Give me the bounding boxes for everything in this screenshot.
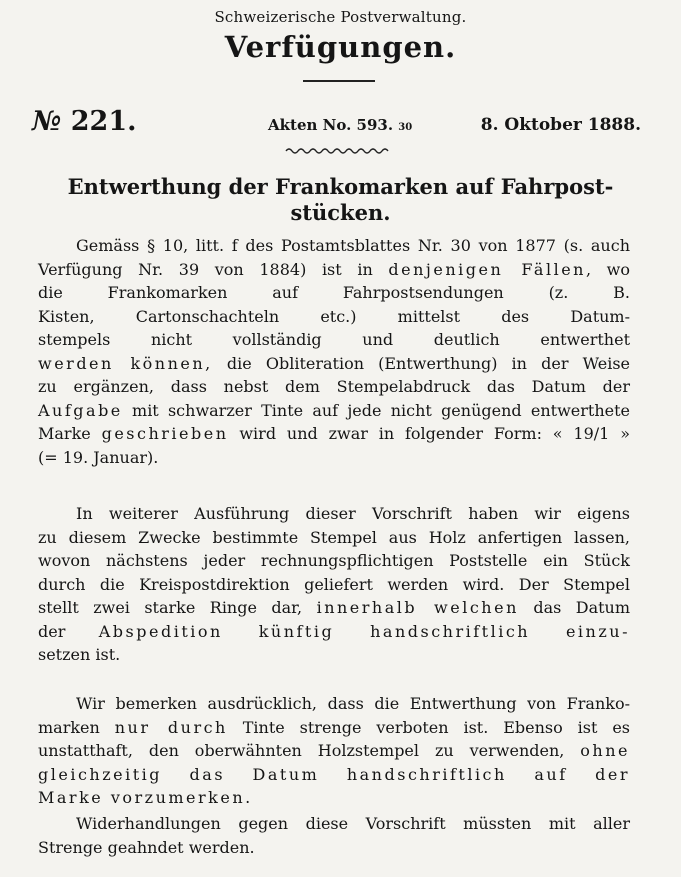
text-segment: Verfügung Nr. 39 von 1884) ist in xyxy=(38,259,389,279)
text-line xyxy=(38,399,630,423)
body-paragraph xyxy=(38,692,630,810)
text-line xyxy=(38,502,630,526)
file-reference-label: Akten No. 593. xyxy=(268,116,394,134)
text-segment: Wir bemerken ausdrücklich, dass die Entwerthung von Franko- xyxy=(76,694,630,713)
text-line xyxy=(38,573,630,597)
text-segment: innerhalb welchen xyxy=(316,598,519,617)
document-date: 8. Oktober 1888. xyxy=(480,115,641,135)
text-segment: Strenge geahndet werden. xyxy=(38,837,255,857)
text-line xyxy=(38,281,630,305)
file-reference-suffix: 30 xyxy=(398,122,413,133)
text-segment: Kisten, Cartonschachteln etc.) mittelst des Datum- xyxy=(38,306,630,326)
number-value: 221. xyxy=(70,106,137,137)
text-line xyxy=(38,422,630,446)
wavy-divider xyxy=(285,146,391,156)
text-segment: marken xyxy=(38,717,115,737)
text-line xyxy=(38,692,630,716)
page-title: Verfügungen. xyxy=(224,30,457,64)
text-segment: In weiterer Ausführung dieser Vorschrift haben wir eigens xyxy=(76,504,630,523)
text-segment: Widerhandlungen gegen diese Vorschrift müssten mit aller xyxy=(76,814,630,833)
text-segment: Marke xyxy=(38,424,102,443)
text-line xyxy=(38,786,630,810)
text-segment: die Obliteration (Entwerthung) in der Weise xyxy=(212,353,630,373)
text-line xyxy=(38,352,630,376)
text-segment: wovon nächstens jeder rechnungspflichtigen Poststelle ein Stück xyxy=(38,551,630,570)
text-line xyxy=(38,596,630,620)
text-segment: denjenigen Fällen xyxy=(388,259,586,279)
text-segment: zu diesem Zwecke bestimmte Stempel aus Holz anfertigen lassen, xyxy=(38,527,630,547)
text-line xyxy=(38,716,630,740)
text-segment: die Frankomarken auf Fahrpostsendungen (z. B. xyxy=(38,283,630,302)
text-segment: der xyxy=(38,621,99,641)
text-segment: Abspedition künftig handschriftlich einzu- xyxy=(98,621,630,641)
text-segment: ohne xyxy=(580,741,630,760)
text-line xyxy=(38,739,630,763)
text-segment: (= 19. Januar). xyxy=(38,447,159,467)
article-title-line: Entwerthung der Frankomarken auf Fahrpost- xyxy=(67,174,614,199)
text-segment: mit schwarzer Tinte auf jede nicht genügend entwerthete xyxy=(122,400,630,420)
text-line xyxy=(38,836,630,860)
text-line xyxy=(38,549,630,573)
text-line xyxy=(38,258,630,282)
text-segment: stempels nicht vollständig und deutlich entwerthet xyxy=(38,330,630,349)
organization-name: Schweizerische Postverwaltung. xyxy=(214,8,467,26)
text-segment: setzen ist. xyxy=(38,645,121,664)
text-segment: durch die Kreispostdirektion geliefert werden wird. Der Stempel xyxy=(38,574,630,594)
text-segment: Marke vorzumerken. xyxy=(38,788,253,807)
ordinance-number xyxy=(32,106,137,137)
body-paragraph xyxy=(38,502,630,667)
body-paragraph xyxy=(38,812,630,859)
text-line xyxy=(38,305,630,329)
text-segment: stellt zwei starke Ringe dar, xyxy=(38,598,317,617)
text-segment: wird und zwar in folgender Form: « 19/1 » xyxy=(228,424,630,443)
text-segment: Tinte strenge verboten ist. Ebenso ist es xyxy=(227,717,630,737)
text-segment: zu ergänzen, dass nebst dem Stempelabdruck das Datum der xyxy=(38,377,630,396)
text-segment: das Datum xyxy=(518,598,631,617)
text-line xyxy=(38,643,630,667)
article-title xyxy=(34,174,647,226)
text-line xyxy=(38,763,630,787)
article-title-line: stücken. xyxy=(290,200,391,225)
text-line xyxy=(38,446,630,470)
text-line xyxy=(38,328,630,352)
number-sign: № xyxy=(32,106,62,137)
text-segment: nur durch xyxy=(114,717,228,737)
text-segment: geschrieben xyxy=(101,424,229,443)
body-paragraph xyxy=(38,234,630,469)
document-meta xyxy=(32,106,641,142)
text-line xyxy=(38,620,630,644)
text-segment: Aufgabe xyxy=(38,400,123,420)
text-line xyxy=(38,375,630,399)
text-segment: Gemäss § 10, litt. f des Postamtsblattes Nr. 30 von 1877 (s. auch xyxy=(76,236,630,255)
text-line xyxy=(38,234,630,258)
text-segment: gleichzeitig das Datum handschriftlich auf der xyxy=(38,764,630,784)
text-segment: unstatthaft, den oberwähnten Holzstempel zu verwenden, xyxy=(38,741,581,760)
text-line xyxy=(38,812,630,836)
file-reference xyxy=(268,116,412,134)
text-line xyxy=(38,526,630,550)
text-segment: , wo xyxy=(585,259,631,279)
title-divider xyxy=(303,80,375,82)
text-segment: werden können, xyxy=(38,353,213,373)
